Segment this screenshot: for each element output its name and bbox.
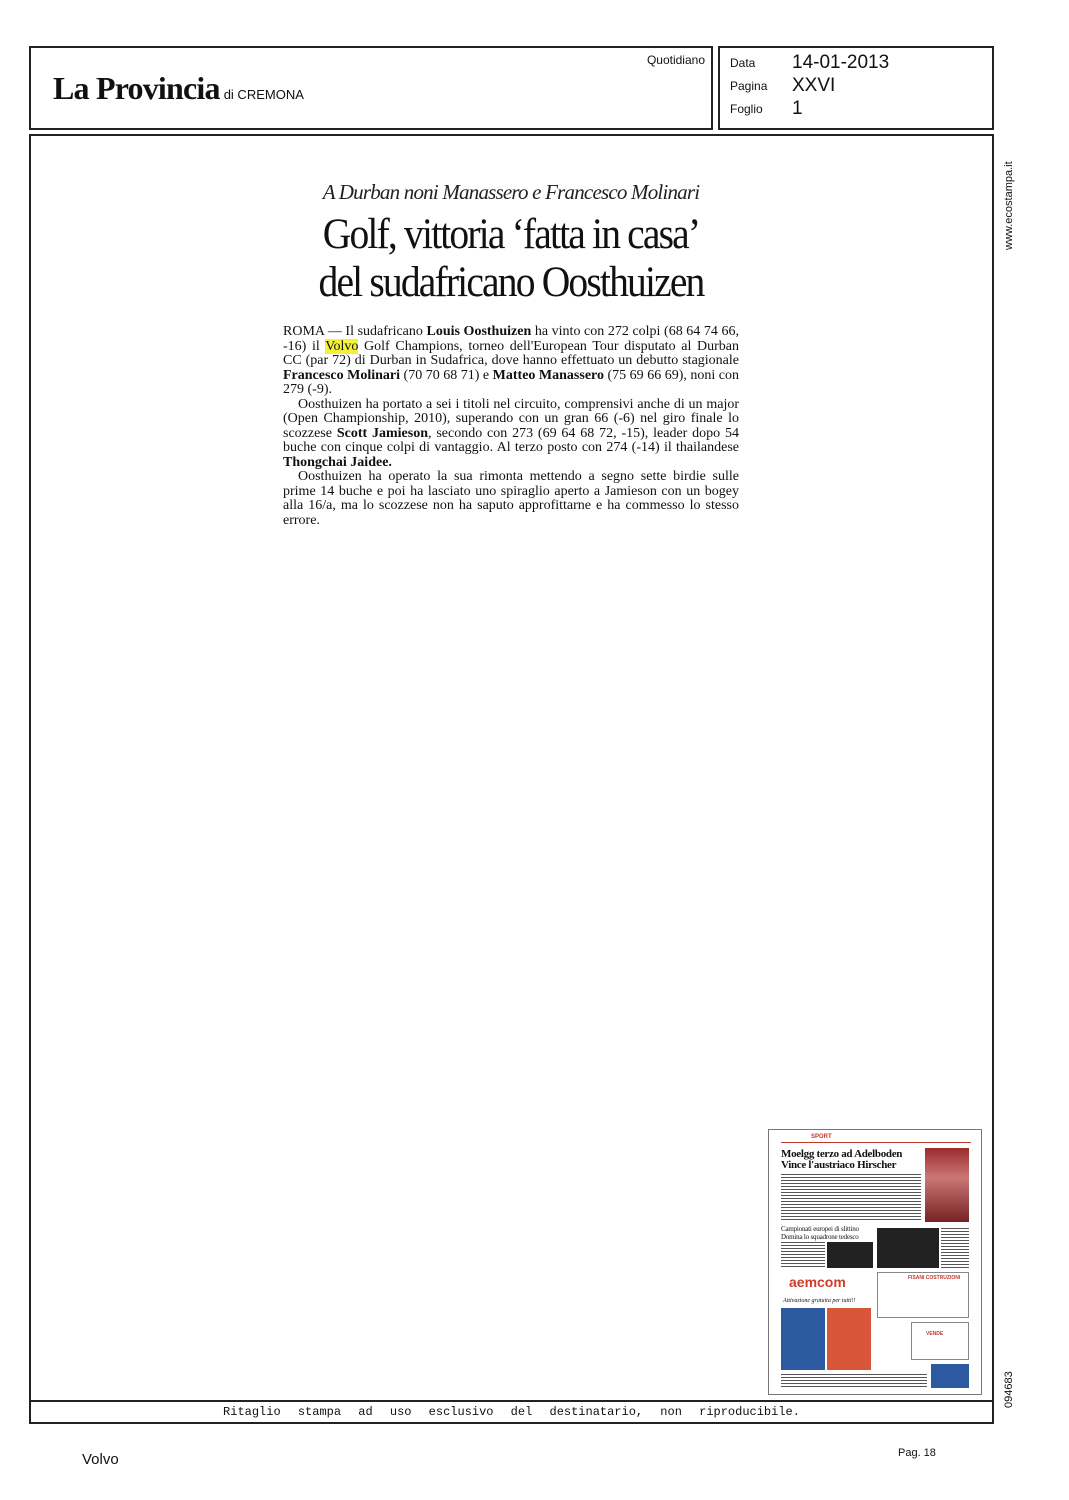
paragraph-1 [283, 325, 739, 398]
thumbnail-section: SPORT [811, 1134, 832, 1140]
footer-band [31, 1400, 992, 1422]
masthead-city: di CREMONA [223, 87, 304, 102]
thumbnail-title-1: Moelgg terzo ad Adelboden [781, 1148, 903, 1160]
thumbnail-photo [827, 1242, 873, 1268]
name-bold: Louis Oosthuizen [426, 324, 532, 339]
thumbnail-text-block [941, 1228, 969, 1268]
thumbnail-ad-panel [931, 1364, 969, 1388]
reproduction-notice: Ritaglio stampa ad uso esclusivo del destinatario, non riproducibile. [223, 1405, 800, 1419]
article-body [283, 325, 739, 528]
page-row [730, 75, 835, 97]
page-thumbnail [768, 1129, 982, 1395]
thumbnail-title-2: Vince l'austriaco Hirscher [781, 1159, 897, 1171]
text-run: , secondo con 273 (69 64 68 72, -15), leader dopo 54 buche con cinque colpi di vantaggio. Al terzo posto con 274 (-14) il thailandese [283, 425, 739, 455]
highlighted-keyword: Volvo [325, 338, 359, 354]
thumbnail-classified-box [877, 1272, 969, 1318]
thumbnail-ad-logo: aemcom [789, 1274, 846, 1290]
sheet-row [730, 98, 803, 120]
article-headline [301, 211, 721, 307]
name-bold: Francesco Molinari [283, 367, 401, 383]
date-row [730, 52, 889, 74]
masthead-title: La Provincia [53, 70, 220, 106]
name-bold: Thongchai Jaidee. [283, 454, 392, 470]
page-number: Pag. 18 [898, 1447, 936, 1459]
page-value: XXVI [792, 75, 836, 96]
text-run: (75 69 66 69), noni con 279 (-9). [283, 367, 739, 397]
thumbnail-photo [925, 1148, 969, 1222]
thumbnail-inset-article [877, 1228, 939, 1268]
text-run: Golf Champions, torneo dell'European Tour disputato al Durban CC (par 72) di Durban in Sudafrica, dove hanno effettuato un debutto stagionale [283, 338, 739, 368]
date-label: Data [730, 56, 756, 70]
metadata-box [718, 46, 994, 130]
thumbnail-subtitle-1: Campionati europei di slittino [781, 1225, 859, 1233]
thumbnail-content [781, 1136, 971, 1390]
name-bold: Scott Jamieson [336, 425, 428, 441]
text-run: ha vinto con 272 colpi (68 64 74 66, -16) il [283, 324, 740, 354]
text-run: Oosthuizen ha portato a sei i titoli nel circuito, comprensivi anche di un major (Open Championship, 2010), superando con un gran 66 (-6) nel giro finale lo scozzese [283, 396, 739, 441]
masthead-box [29, 46, 713, 130]
side-code: 094683 [1003, 1371, 1015, 1408]
side-url: www.ecostampa.it [1003, 161, 1015, 250]
page-label: Pagina [730, 79, 768, 93]
thumbnail-ad-panel [781, 1308, 825, 1370]
thumbnail-classified-box [911, 1322, 969, 1360]
text-run: (70 70 68 71) e [400, 367, 493, 383]
paragraph-3: Oosthuizen ha operato la sua rimonta mettendo a segno sette birdie sulle prime 14 buche e poi ha lasciato uno spiraglio aperto a Jamieson con un bogey alla 16/a, ma lo scozzese non ha saputo approfittarne e ha commesso lo stesso errore. [283, 469, 739, 528]
article-kicker: A Durban noni Manassero e Francesco Molinari [322, 180, 700, 204]
thumbnail-text-block [781, 1374, 927, 1388]
thumbnail-subtitle-2: Domina lo squadrone tedesco [781, 1233, 859, 1241]
masthead [53, 70, 304, 107]
thumbnail-ad-tagline: Attivazione gratuita per tutti!! [783, 1298, 856, 1304]
article [283, 180, 739, 528]
periodicity: Quotidiano [646, 53, 705, 67]
sheet-label: Foglio [730, 102, 763, 116]
name-bold: Matteo Manassero [492, 367, 604, 383]
date-value: 14-01-2013 [792, 52, 890, 73]
thumbnail-text-block [781, 1174, 921, 1220]
sheet-value: 1 [792, 98, 803, 119]
thumbnail-classified-title: VENDE [926, 1331, 944, 1337]
thumbnail-rule [781, 1142, 971, 1143]
text-run: ROMA — Il sudafricano [283, 324, 427, 339]
thumbnail-ad-panel [827, 1308, 871, 1370]
paragraph-2 [283, 398, 739, 471]
headline-line-2: del sudafricano Oosthuizen [318, 259, 704, 306]
thumbnail-classified-title: FISANI COSTRUZIONI [908, 1275, 961, 1281]
thumbnail-text-block [781, 1242, 825, 1268]
headline-line-1: Golf, vittoria ‘fatta in casa’ [322, 211, 700, 258]
keyword-label: Volvo [82, 1451, 119, 1468]
